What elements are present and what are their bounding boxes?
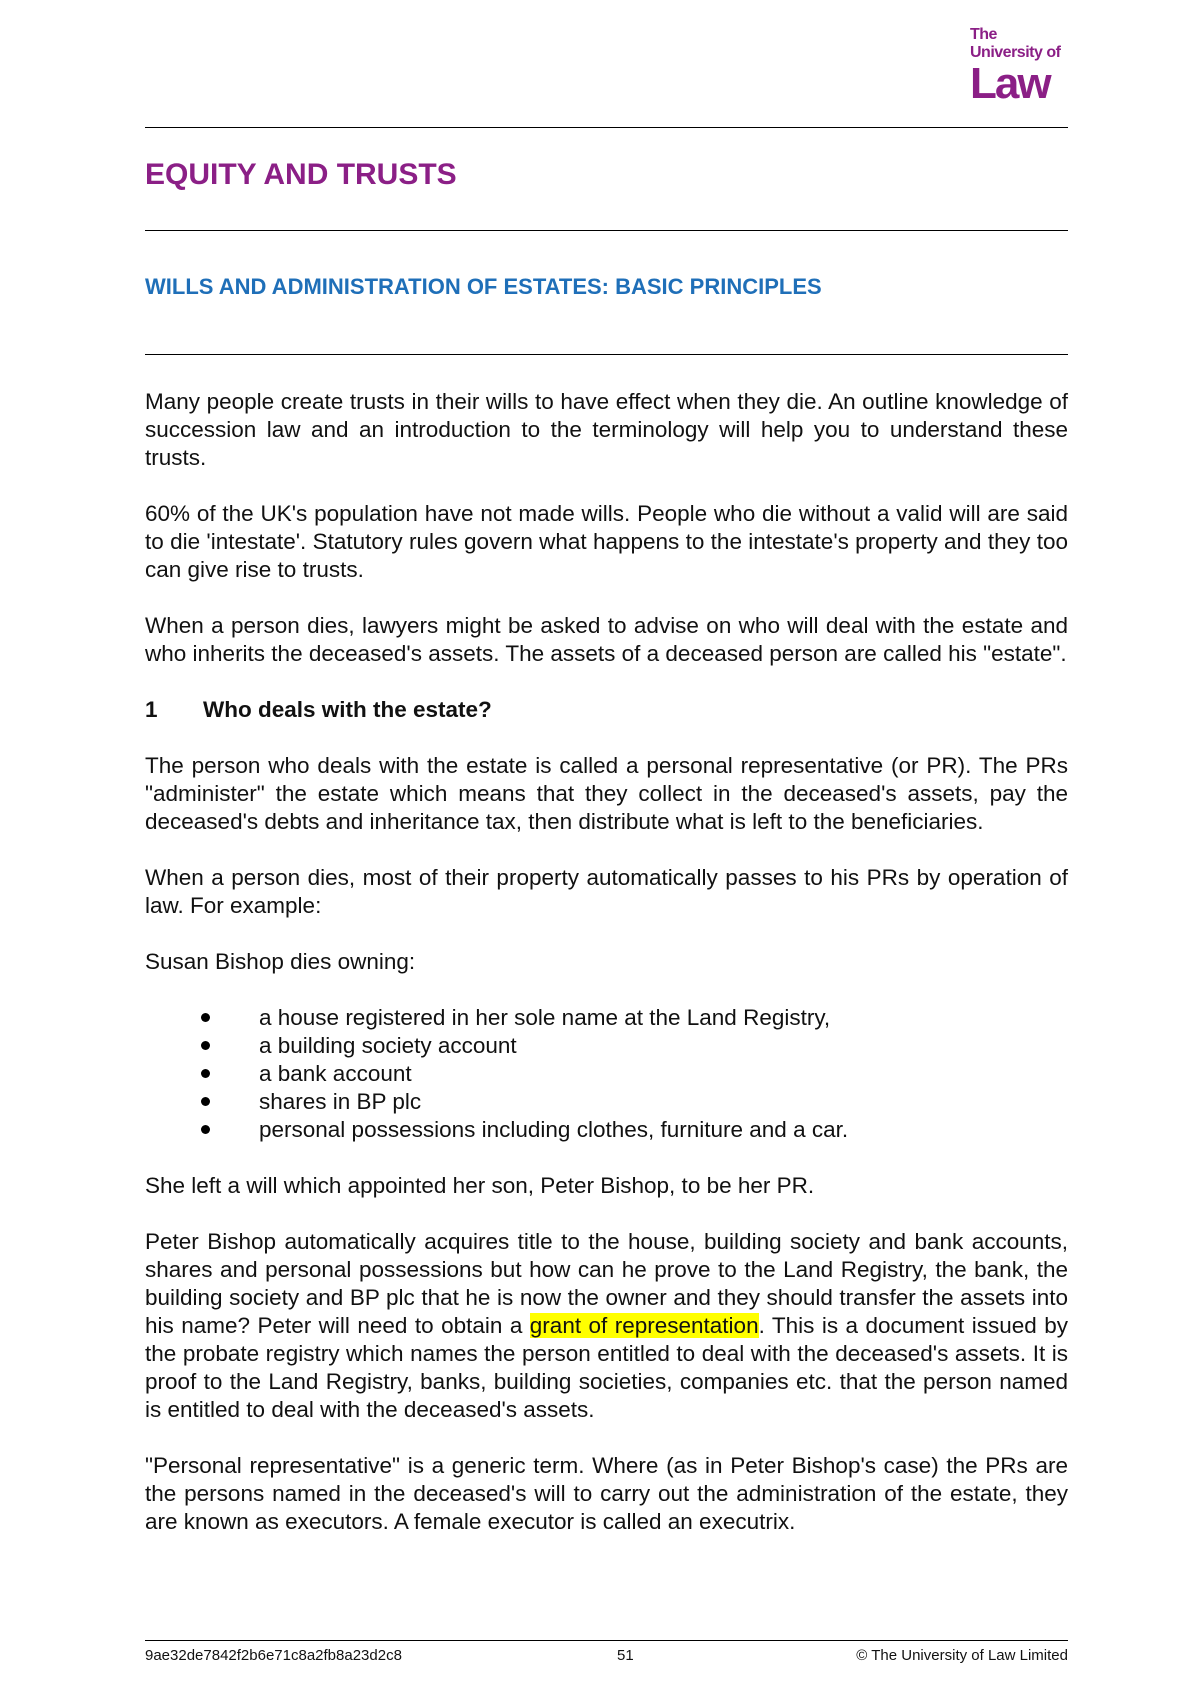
page-subtitle: WILLS AND ADMINISTRATION OF ESTATES: BASIC PRINCIPLES	[145, 274, 822, 299]
grant-text-before: Peter Bishop automatically acquires title to the house, building society and bank accounts, shares and personal possessions but how can he prove to the Land Registry, the bank, the building society and BP plc that he is now the owner and they should transfer the assets into his name? Peter will need to obtain a	[145, 1229, 1068, 1338]
list-item	[145, 1060, 1068, 1088]
list-item-text: personal possessions including clothes, furniture and a car.	[259, 1117, 849, 1142]
highlighted-term: grant of representation	[529, 1313, 759, 1338]
section-number: 1	[145, 697, 158, 722]
paragraph-example-intro: Susan Bishop dies owning:	[145, 949, 416, 974]
list-item-text: a building society account	[259, 1033, 517, 1058]
paragraph-operation-of-law: When a person dies, most of their property automatically passes to his PRs by operation of law. For example:	[145, 865, 1068, 918]
logo-line-university: University of	[970, 44, 1061, 61]
copyright-notice: © The University of Law Limited	[856, 1647, 1068, 1664]
logo-line-the: The	[970, 26, 997, 43]
section-title: Who deals with the estate?	[203, 697, 492, 722]
list-item	[145, 1088, 1068, 1116]
paragraph-estate: When a person dies, lawyers might be asked to advise on who will deal with the estate and who inherits the deceased's assets. The assets of a deceased person are called his "estate".	[145, 613, 1068, 666]
asset-list	[145, 1004, 1068, 1144]
bullet-icon	[201, 1125, 210, 1134]
document-body	[145, 388, 1068, 1536]
paragraph-executors: "Personal representative" is a generic term. Where (as in Peter Bishop's case) the PRs are the persons named in the deceased's will to carry out the administration of the estate, they are known as executors. A female executor is called an executrix.	[145, 1453, 1068, 1534]
footer-rule	[145, 1640, 1068, 1641]
page-number: 51	[617, 1647, 634, 1664]
grant-text-after: . This is a document issued by the probate registry which names the person entitled to deal with the deceased's assets. It is proof to the Land Registry, banks, building societies, companies etc. that the person named is entitled to deal with the deceased's assets.	[145, 1313, 1068, 1422]
header-rule-bottom	[145, 354, 1068, 355]
bullet-icon	[201, 1013, 210, 1022]
paragraph-will-appointment: She left a will which appointed her son, Peter Bishop, to be her PR.	[145, 1173, 815, 1198]
list-item-text: shares in BP plc	[259, 1089, 422, 1114]
page-title: EQUITY AND TRUSTS	[145, 158, 457, 191]
section-heading	[145, 696, 1068, 724]
paragraph-personal-representative: The person who deals with the estate is called a personal representative (or PR). The PRs "administer" the estate which means that they collect in the deceased's assets, pay the deceased's debts and inheritance tax, then distribute what is left to the beneficiaries.	[145, 753, 1068, 834]
paragraph-intestate: 60% of the UK's population have not made wills. People who die without a valid will are said to die 'intestate'. Statutory rules govern what happens to the intestate's property and they too can give rise to trusts.	[145, 501, 1068, 582]
list-item	[145, 1004, 1068, 1032]
bullet-icon	[201, 1097, 210, 1106]
bullet-icon	[201, 1041, 210, 1050]
list-item-text: a house registered in her sole name at the Land Registry,	[259, 1005, 831, 1030]
list-item-text: a bank account	[259, 1061, 412, 1086]
list-item	[145, 1032, 1068, 1060]
bullet-icon	[201, 1069, 210, 1078]
paragraph-intro: Many people create trusts in their wills to have effect when they die. An outline knowledge of succession law and an introduction to the terminology will help you to understand these trusts.	[145, 389, 1068, 470]
list-item	[145, 1116, 1068, 1144]
paragraph-grant-of-representation	[145, 1228, 1068, 1424]
logo-line-law: Law	[970, 59, 1050, 108]
university-logo	[970, 26, 1066, 106]
page-footer	[145, 1647, 1068, 1664]
header-rule-middle	[145, 230, 1068, 231]
header-rule-top	[145, 127, 1068, 128]
document-id: 9ae32de7842f2b6e71c8a2fb8a23d2c8	[145, 1647, 402, 1664]
